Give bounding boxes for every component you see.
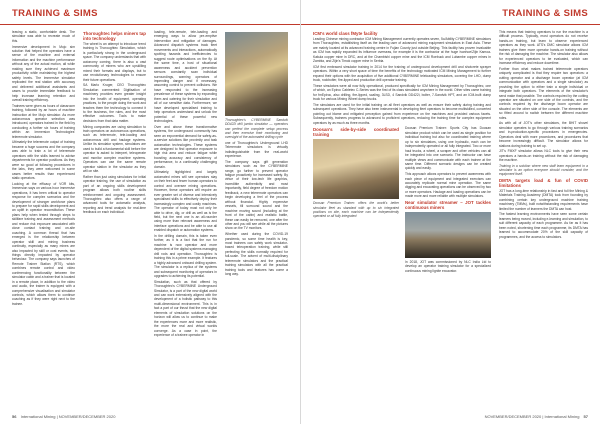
left-page-header: [0, 6, 300, 25]
left-footer: [12, 414, 288, 419]
left-column-3: [154, 30, 217, 406]
paragraph: This means that training operators to run the machine is a difficult process. Typically, most operators do not receive hands-on training, but learn to observe experienced operators as they work. ATS's DMC simulator allows ICM trainers give them more operator hands-on training without the risk of damaging the machine. The simulator also allows for experienced operators to be evaluated, which can increase efficiency and reduce downtime.: [499, 30, 588, 66]
subheading: DMTA targets load & fun of COVID limitations: [499, 177, 588, 188]
photo-caption: Doosan Premium Trainer: offers the world's better simulator fleet as standard with up to six integrated positions on site, each machine can be independently operated or all fully integrated: [313, 201, 399, 219]
paragraph: loading, tele-remote, tele-loading and emerging ways to allow pre-emptive intervention and mitigation of damages. Advanced dispatch systems track fleet movements and interactions, automatically spotting hazards and inefficiencies to suggest route optimisations on the fly. At the same time, a host of situational awareness and accident prevention sensors constantly scan individual surroundings, warning operators of impending danger and if necessary, assuming control to prevent collisions. We have responded to the increasing prevalence of these systems by expanding them and catering for their simulation and all of our sensitive data. Furthermore, we have developed specialised training to help operators understand and unlock the potential of these powerful new technologies.: [154, 30, 217, 124]
photo-caption: Thoroughtec's CYBERMINE Sandvik DD422i drill jumbo simulator — operators can perfect the complete setup process and then exercise their monitoring and oversight of the automated drilling cycle: [225, 118, 288, 140]
paragraph: As with all of JOT's other simulators, the BHIT shovel simulator operates to go through various training scenarios and in-production-specific procedures in emergencies. Operators deal with more procedures, and procedures that become increasingly difficult. The simulator allows for stations during training to set up.: [499, 121, 588, 148]
right-columns: [313, 30, 588, 406]
drill-jumbo-simulator-photo: [225, 32, 288, 116]
right-page: [300, 0, 600, 424]
paragraph: JOT has a long-time relationship in fast and full the Mining & Materials Training Academy (DMTA) took from founding by combining certain key underground machine training machinery (TMMs), built notwithstanding requirements have limited the number of learners the DMTA can host.: [499, 188, 588, 211]
paragraph: leaving a static, comfortable desk. The simulator was able to recreate much of this.: [12, 30, 75, 43]
photo-caption: Training in a solution where new staff learn equipment in a simulator is an option everyone should consider, and the equipment itself.: [499, 163, 588, 177]
subheading: Doosan's side-by-side coordinated training: [313, 127, 399, 138]
footer-text: International Mining | NOVEMBER/DECEMBER 2020: [20, 414, 116, 419]
subheading: Thoroughtec helps miners tap into technology: [83, 31, 146, 41]
paragraph: Ultimately, highlighted and largely automated mines will see operators stay on their feet and fewer human operators to control and oversee mining operations. However, these operators will require an ever greater set of diverse and intensively specialised skills to effectively deploy their increasingly complex and costly machines. The operator of today must not only be able to drive, dig, or drill as well as is the field, but the next one is an all-rounder using more than relevant awareness and interface operations and be able to use all enabled dispatch or automation systems.: [154, 170, 217, 233]
left-columns: [12, 30, 288, 406]
right-lower-split: [313, 126, 491, 274]
paragraph: Doosan Premium Trainer: Sports City has Doosan simulator product which can be used as single position for individual training but also for coordinated training where up to six simulators, using one hydraulic, each can be independently operated or all fully integrated. Two or more haul trucks, a wheel, a scraper and other vehicles can all be integrated into one scenario. The instructor can have multiple views and communicate with each trainee at the same time. Different scenario designs can be created quickly and easily.: [405, 126, 491, 171]
paragraph: SA Marlo Kruger, CEO Thoroughtec Simulation commented: Digitisation of machinery provides even greater insight into the health of equipment, operating practices, to the people doing the work and teaches them the technology to connect it to the business, the rules, and the most effective outcomes. Tools to make decisions from that data matter.: [83, 83, 146, 123]
section-title: TRAINING & SIMS: [502, 8, 588, 19]
subheading: ICM's world class fMyte facility: [313, 31, 378, 36]
doosan-trainer-photo: [313, 139, 399, 199]
paragraph: This approach allows operators to prevent awareness with each piece of equipment and integrated exercises can accurately replicate normal mine operation. The same digging and excavating operations can be observed by two or more operators. Haulage and loading operations can be made more and more reliable with multiple simulators.: [405, 172, 491, 199]
paragraph: Whether used during the COVID-19 pandemic, so some time health is key, most trainees can safely work simulator-based teleoperation training, while still perfecting the skills normally required for full-scale. The advent of multi-disciplinary teleremote simulators and the practical training simulators with all the practical training tools and features has come a long way.: [225, 232, 288, 277]
left-column-2: [83, 30, 146, 406]
doosan-section: [313, 126, 399, 274]
paragraph: The simulators are used for the initial training on all fleet operators as well as ensure their safety during training and subsequent operations. They have also been instrumental in developing fleet operators to become multiskilled, concerted pointing out blame and mitigated perception gained from experience on the machines and provided various facets. Subsequently, trainees progress to advanced to proficient operators, reducing the training time for complex equipment operators by as much as three months.: [313, 102, 491, 125]
paragraph: Ultimately the teleremote output of training became a huge success and the company was able to train a lot of teleremote operators with the skills learned to advise departments for operator positions. As they were so good at following procedures in the labs, they were welcomed in some cases better results than experienced static operators.: [12, 140, 75, 181]
paragraph: In the drilling domain, this is taken even further, as it is a fact that the run for machine is now operator and more dependent of the digital systems managing drill rods and operation. Thoroughtec is training this in a prime example. It features a highly advanced onboard drilling system. The simulator is a replica of the systems and subsequent monitoring of operators in upgrades to achieving its potential.: [154, 233, 217, 279]
paragraph: The fastest learning environments have seen some certain learners being moved, including e-learning and simulation, to suit different capacity of each programme. As far as it has been noted, shortening time each programme, its DMTA has learned to accommodate 20% of the skill capacity of programmes, and the access to simulators.: [499, 212, 588, 239]
paragraph: In 2018, JOT was commissioned by NLC India Ltd to develop an operator training simulator for a specialized continuous mining lignite excavator.: [405, 259, 491, 273]
paragraph: Over and above these transformative systems, the underground community has seen an exponential demand for safety-as-a-service solutions like proximity and task automation technologies. These systems are designed to find operator exposure to high risk area and reduce fatigue while boosting accuracy and consistency of performance, to a continually challenging domain.: [154, 124, 217, 169]
paragraph: one of Thoroughtec's Underground LHD Teleremote simulators is virtually indistinguishable from the real-world experience.: [225, 140, 288, 159]
paragraph: The company says gift generation simulators such as the CYBERMINE range, go further to prevent operator fatigue proactively for increased safety. By virtue of their low-tech life graphics, incredible authenticity and most importantly, field degree of freedom motion feedback, a new teleremote operators can begin developing a feel of the process without financial. Highly expensive vessels, till surround sound and the machine moving sound (including at the front of the cabin) and realistic battle, these can easily be removed, one after the other and you will see while all the pictures show on the TV monitors.: [225, 159, 288, 231]
paragraph: JIT's FMXF simulator allows NLC tools to give their new operators a hands-on training without the risk of damaging the machine.: [499, 149, 588, 163]
footer-text: NOVEMBER/DECEMBER 2020 | International Mining: [484, 414, 580, 419]
right-page-header: [301, 6, 600, 25]
paragraph: Mining companies are using simulation to train operators on autonomous operations, such as teleremote, tele-loading and autonomous drill and haulage systems. Unlike its simulator system, simulators are used to build a fundamental skill before the operator is asked to interpret, teleoperate and monitor complex machine systems. Operators can use the same remote operator station in the simulator as they will on site.: [83, 124, 146, 174]
right-column-narrow: [499, 30, 588, 406]
page-number: 56: [12, 414, 17, 419]
doosan-text: [405, 126, 491, 274]
paragraph: Leading Chinese mining contractor ICM Mining Management currently operates seven, 5o/Ability CYBERMINE simulators from Thoroughtec, establishing itself as the leading user of advanced mining equipment simulators in East Asia. These are mainly located at its advanced training centre in Fujian County just outside Beijing. This facility has proven invaluable as ICM has rapidly expanded its influence overseas, for example it is the contractor at the huge Ivanhoe/Zijin Kamoa-Kakula copper mine in DRC, and at the Chambishi copper mine and the ICM Roebuck and Lubambe copper mines in Zambia, and Zijin's Timok copper mine in Serbia.: [313, 37, 491, 64]
paragraph: Trainees were given as hours of classroom training, followed by an hours of machine instruction at the Mojo simulator. As more autonomous operator selection was introduced, operators trained in the field by conducting a further six hours of training within an Immersion Technologies' teleremote simulator.: [12, 103, 75, 139]
paragraph: Looking at the efficacy of VOR kits, Immersion says on various hour immersive operations, it has been critical to operator response for complex scenarios and the development of stronger workforce plans to prepare for rapid skills development and an uplift in operator reconstitution. These plans help when tested through steps to skillfare training and assessment methods and reduce risk exposure associated with close contact training and on-site coaching. A common thread that has emerged is the relationship between operator skill and mining business continuity, especially as many mines are also impacted by skill or cost events, two things directly impacted by operator behaviour. The company says launches of Remote Trainer Station (RTS), which combines remote control and video conferencing functionality between the simulator cabin and a trainer that is located in a remote place, in addition to the video and audio, the trainer is equipped with a comprehensive visualisation and simulator controls, which allows them to continue coaching as if they were right next to the trainee.: [12, 181, 75, 306]
left-column-1: [12, 30, 75, 406]
subheading: Near simulator streamer – JOT tackles continuous miners: [405, 199, 491, 210]
page-number: 57: [583, 414, 588, 419]
section-title: TRAINING & SIMS: [12, 8, 98, 19]
right-footer: [313, 414, 588, 419]
paragraph: These simulators were all now fully operational, produced specifically for ICM Mining Management by Thoroughtec, one of which, an Epiroc Cabletec C-Series was the first of its class simulated anywhere in the world. Other sites came training for fmEpiroc, also drilling, fire-lipped, scaling, 3LSD, 4 Sandvik DD422i, bolter, 7-Sandvik HPT, and an ICM-built dump truck for various Mining Wheel dump trucks.: [313, 83, 491, 102]
paragraph: Simulation, such as that offered by Thoroughtec's CYBERMINE Underground Simulator, is a part of the new digital world and can work extensively aligned with the development of a holistic pathway to this multi-dimensional environment. This is in fact a part of our thrust that the new digital elements of simulation solutions on the horizon will allow us to continue to make the experiences more and more realistic, the more the real and virtual worlds converge. As a case in point, the experience of a trainee operator in: [154, 279, 217, 338]
paragraph: The wheel is an attempt to introduce trend training is Thoroughtec Simulation, which is particularly strong in the underground space. The company understands that with autonomy coming, there is also a vast community of miners who are upskilling mixed their formats and displays, but to use revolutionary technologies to ensure their future operations.: [83, 42, 146, 82]
continuous-miner-simulator-photo: [405, 212, 491, 258]
right-column-wide: [313, 30, 491, 406]
paragraph: ICM first embraced simulator training in 2014 for the training of underground development drill and shotcrete sprayer operators. Within a very short space of time the benefits of the technology motivated ICM Mining Management to further expand their options with the acquisition of five additional CYBERMINE teleloading simulators, covering the LHD, dump truck, rockbolter, fire-lipped and production drill operator training.: [313, 64, 491, 83]
left-column-4: [225, 30, 288, 406]
paragraph: Immersive development in Mojo sim solution that helped the operators have a sense of the machine and external information and the machine performance without any of the actual motion, all while making sure they achieved maximum productivity while maintaining the highest safety levels. The Immersive simulator replicated the real station with accuracy and delivered additional assistants and cases to provide immediate feedback to help increase learning retention and overall training efficiency.: [12, 44, 75, 102]
paragraph: Rather than just using simulators for initial operator training, the use of simulation as part of an ongoing skills development program allows both routine skills reinforcement and ongoing assessment. Thoroughtec also offers a range of advanced tools for automatic analysis, reporting and trend analysis for real-time feedback on each individual.: [83, 174, 146, 215]
paragraph: Further than what makes trained teleremote operators uniquely complicated is that they require two operators: a cutting operator and a discharge boom operator (at ICM communication with operators and a single simulator) as providing the option to either train a single individual or integrate both operators. The elements of the simulator's send make that possible. The controls required by the cutting operator are situated on one side of the controls, and the controls required by the discharge boom operator are situated on the other side of the console. The elements are so fitted around to switch between the different machine roles.: [499, 66, 588, 120]
